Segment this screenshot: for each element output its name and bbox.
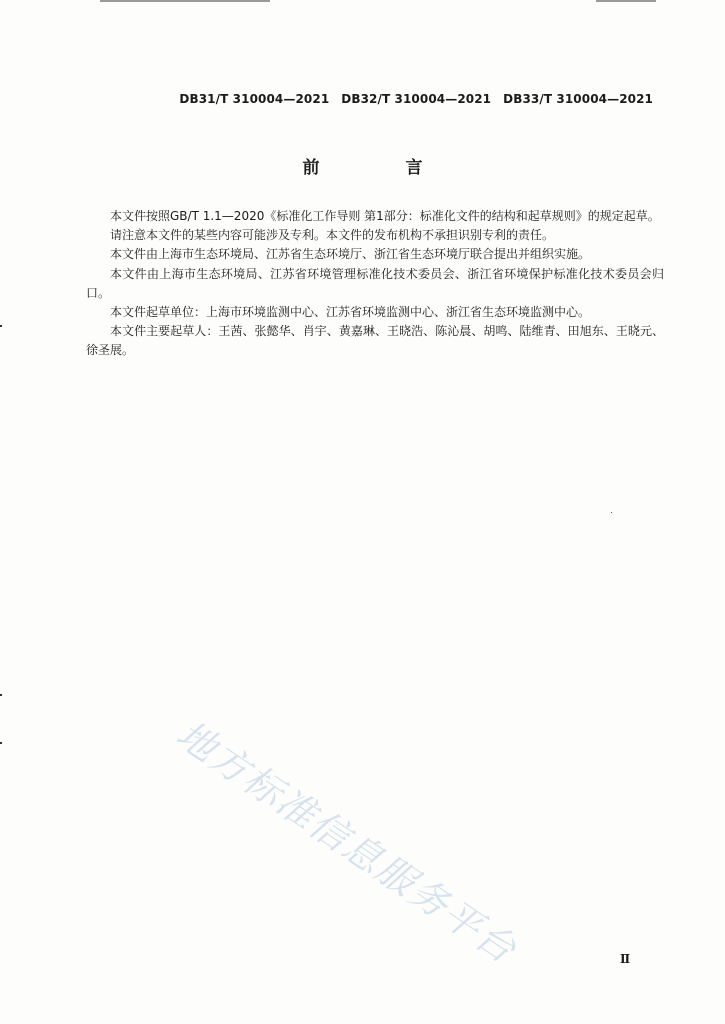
standard-numbers-header: [179, 92, 653, 106]
paragraph: 本文件由上海市生态环境局、江苏省生态环境厅、浙江省生态环境厅联合提出并组织实施。: [110, 247, 591, 262]
section-title: 前 言: [302, 158, 463, 178]
standard-number: DB33/T 310004—2021: [503, 92, 653, 106]
scan-speck: [611, 512, 612, 513]
paragraph: 本文件按照GB/T 1.1—2020《标准化工作导则 第1部分：标准化文件的结构和起草规则》的规定起草。: [110, 209, 660, 223]
binding-mark: [0, 325, 2, 327]
standard-number: DB31/T 310004—2021: [179, 92, 330, 106]
binding-mark: [0, 694, 2, 696]
paragraph: 本文件起草单位：上海市环境监测中心、江苏省环境监测中心、浙江省生态环境监测中心。: [110, 305, 591, 320]
watermark: 地方标准信息服务平台: [168, 712, 525, 973]
standard-number: DB32/T 310004—2021: [341, 92, 492, 106]
paragraph: 本文件由上海市生态环境局、江苏省环境管理标准化技术委员会、浙江省环境保护标准化技术委员会归口。: [86, 266, 664, 300]
paragraph: 请注意本文件的某些内容可能涉及专利。本文件的发布机构不承担识别专利的责任。: [110, 228, 555, 243]
page-number: Ⅱ: [620, 952, 631, 966]
scan-edge-line: [100, 0, 270, 2]
scan-edge-line: [596, 0, 656, 2]
foreword-body: [86, 207, 664, 361]
paragraph: 本文件主要起草人：王茜、张懿华、肖宇、黄嘉琳、王晓浩、陈沁晨、胡鸣、陆维青、田旭东、王晓元、徐圣展。: [86, 324, 664, 358]
binding-mark: [0, 742, 2, 744]
